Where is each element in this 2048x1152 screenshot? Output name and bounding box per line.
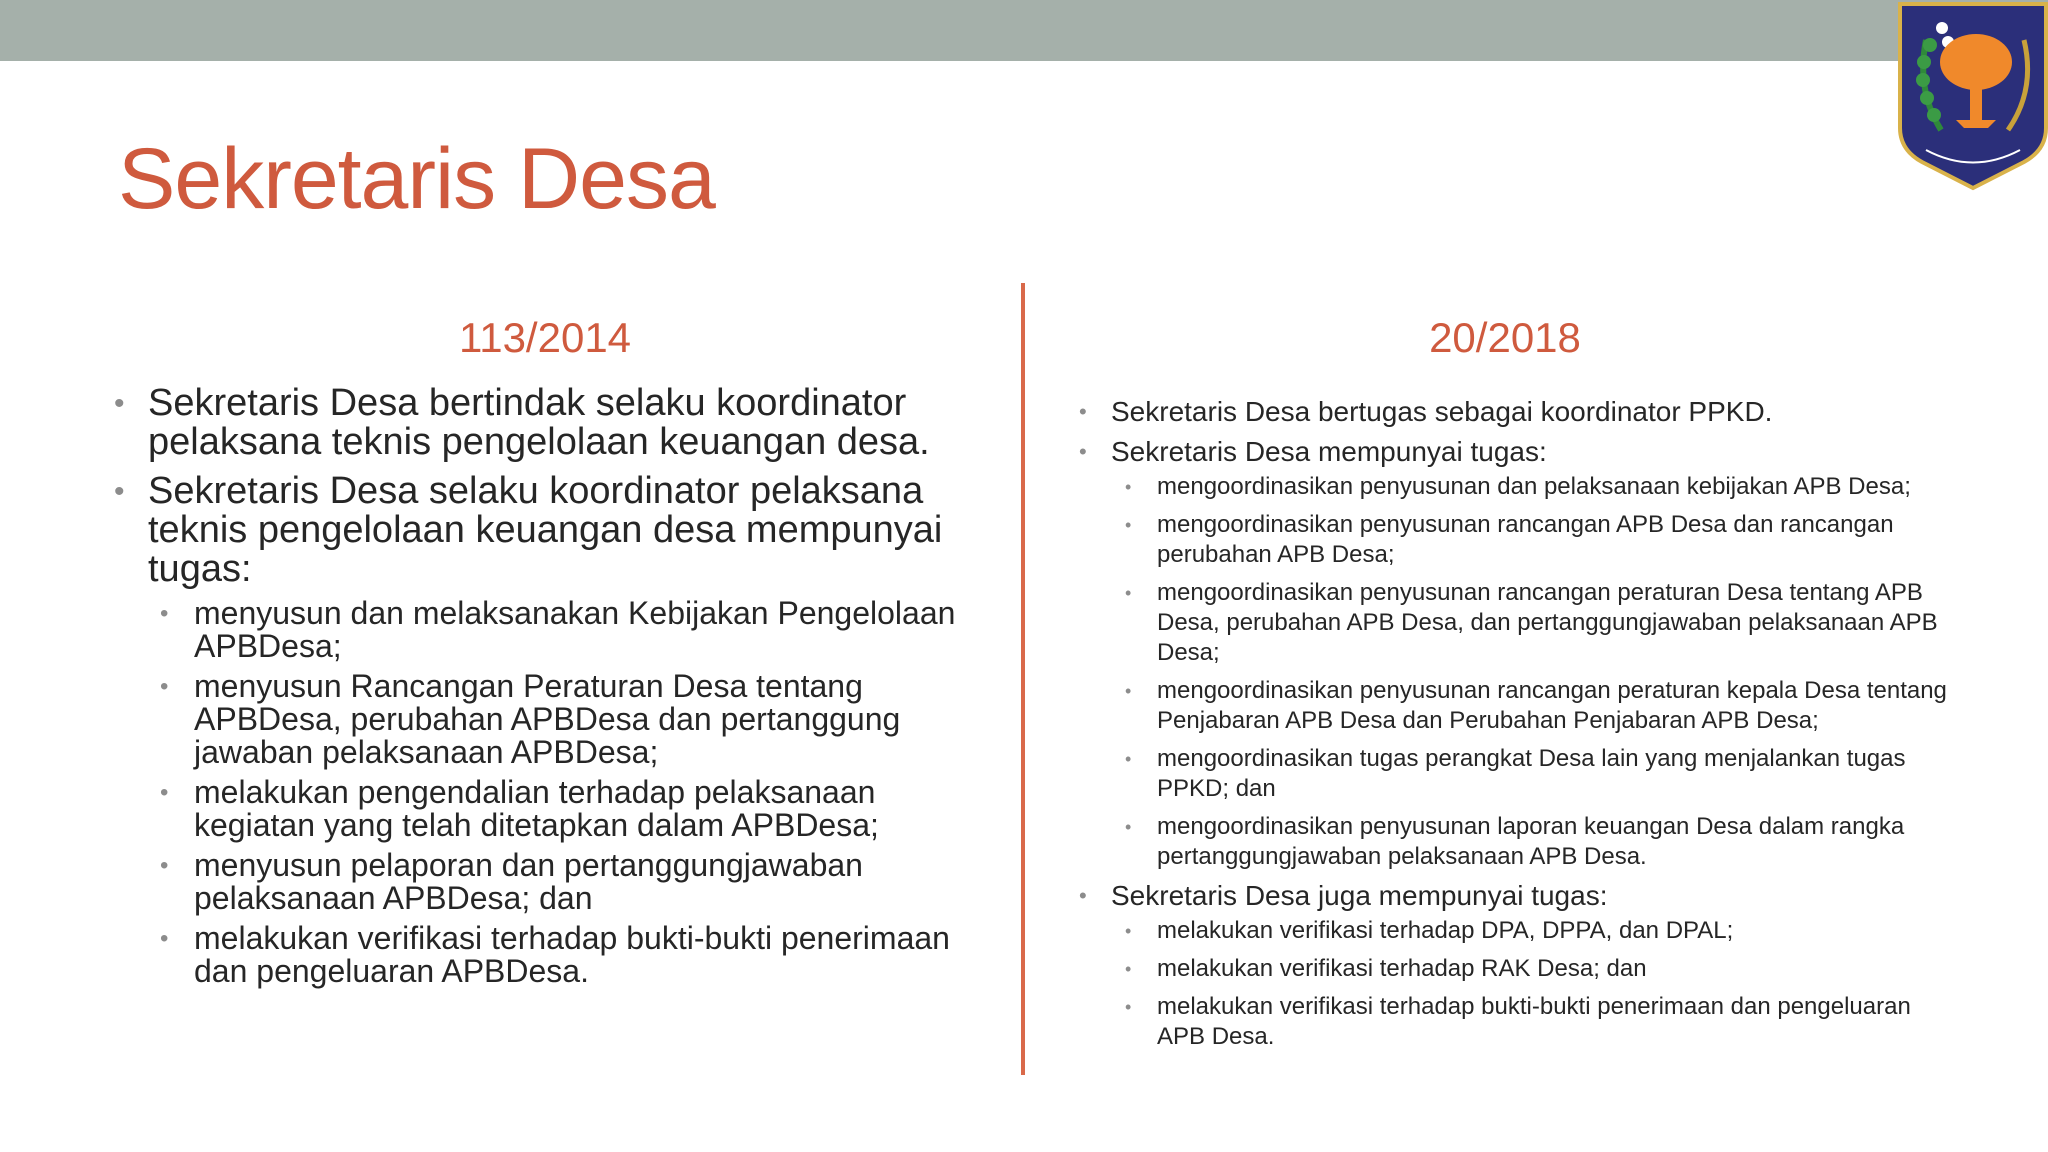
left-sub-list	[148, 597, 990, 988]
list-item: • Sekretaris Desa bertindak selaku koordinator pelaksana teknis pengelolaan keuangan desa.	[110, 384, 990, 462]
sub-list-item: • menyusun dan melaksanakan Kebijakan Pengelolaan APBDesa;	[110, 597, 990, 663]
slide-top-bar	[0, 0, 2048, 61]
right-sub-list	[1111, 472, 1955, 872]
slide-title: Sekretaris Desa	[118, 131, 715, 227]
left-bullet-list	[110, 384, 990, 998]
sub-list-item: • mengoordinasikan penyusunan laporan keuangan Desa dalam rangka pertanggungjawaban pelaksanaan APB Desa.	[1075, 812, 1955, 872]
right-bullet-list	[1075, 396, 1955, 1060]
list-item	[1075, 436, 1955, 872]
sub-list-item: • melakukan verifikasi terhadap bukti-bukti penerimaan dan pengeluaran APB Desa.	[1075, 992, 1955, 1052]
sub-list-item: • mengoordinasikan penyusunan dan pelaksanaan kebijakan APB Desa;	[1075, 472, 1955, 502]
list-item	[110, 472, 990, 988]
list-item-text: Sekretaris Desa juga mempunyai tugas:	[1111, 880, 1608, 911]
right-column-heading: 20/2018	[1429, 314, 1581, 361]
left-column-heading: 113/2014	[458, 314, 632, 361]
sub-list-item: • mengoordinasikan tugas perangkat Desa lain yang menjalankan tugas PPKD; dan	[1075, 744, 1955, 804]
list-item	[1075, 880, 1955, 1052]
sub-list-item: • melakukan pengendalian terhadap pelaksanaan kegiatan yang telah ditetapkan dalam APBDesa;	[110, 776, 990, 842]
list-item: • Sekretaris Desa bertugas sebagai koordinator PPKD.	[1075, 396, 1955, 428]
sub-list-item: • melakukan verifikasi terhadap DPA, DPPA, dan DPAL;	[1075, 916, 1955, 946]
ministry-emblem-logo	[1896, 0, 2048, 192]
column-divider	[1021, 283, 1025, 1075]
sub-list-item: • menyusun Rancangan Peraturan Desa tentang APBDesa, perubahan APBDesa dan pertanggung jawaban pelaksanaan APBDesa;	[110, 670, 990, 769]
sub-list-item: • menyusun pelaporan dan pertanggungjawaban pelaksanaan APBDesa; dan	[110, 849, 990, 915]
sub-list-item: • melakukan verifikasi terhadap bukti-bukti penerimaan dan pengeluaran APBDesa.	[110, 922, 990, 988]
sub-list-item: • mengoordinasikan penyusunan rancangan APB Desa dan rancangan perubahan APB Desa;	[1075, 510, 1955, 570]
list-item-text: Sekretaris Desa selaku koordinator pelaksana teknis pengelolaan keuangan desa mempunyai tugas:	[148, 470, 943, 590]
list-item-text: Sekretaris Desa mempunyai tugas:	[1111, 436, 1547, 467]
sub-list-item: • melakukan verifikasi terhadap RAK Desa; dan	[1075, 954, 1955, 984]
sub-list-item: • mengoordinasikan penyusunan rancangan peraturan kepala Desa tentang Penjabaran APB Desa dan Perubahan Penjabaran APB Desa;	[1075, 676, 1955, 736]
sub-list-item: • mengoordinasikan penyusunan rancangan peraturan Desa tentang APB Desa, perubahan APB Desa, dan pertanggungjawaban pelaksanaan APB Desa;	[1075, 578, 1955, 668]
right-sub-list	[1111, 916, 1955, 1052]
